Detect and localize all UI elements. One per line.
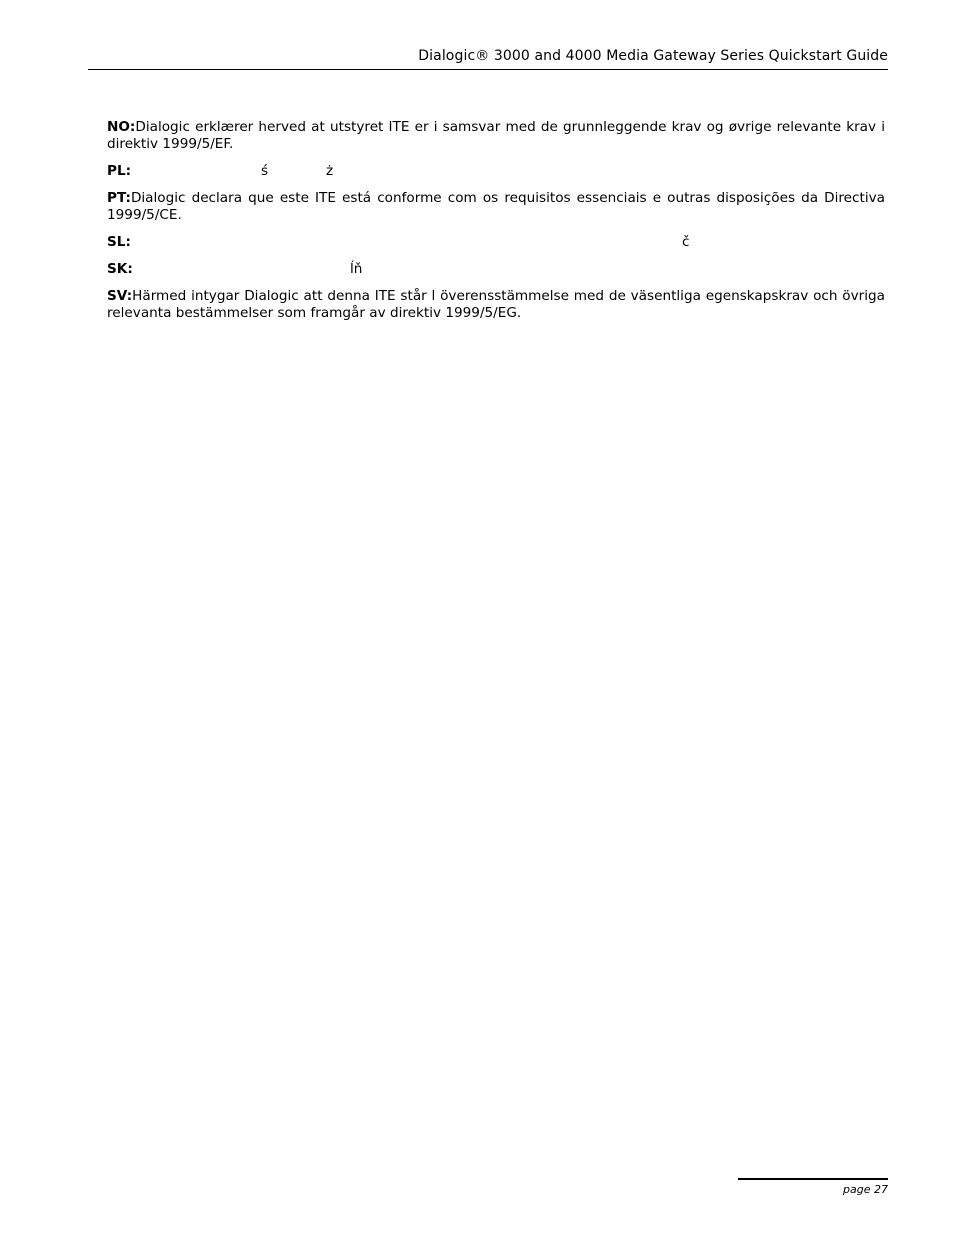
declaration-no (107, 119, 885, 153)
declaration-code: PT: (107, 190, 131, 206)
footer-divider (738, 1178, 888, 1180)
declaration-character: ĺň (350, 261, 363, 277)
declaration-code: SK: (107, 261, 133, 277)
declaration-character: ś (261, 163, 269, 179)
header-divider (88, 69, 888, 70)
declaration-pl (107, 163, 885, 180)
declaration-character: č (682, 234, 690, 250)
declaration-code: NO: (107, 119, 136, 135)
declaration-code: PL: (107, 163, 132, 179)
page-number: page 27 (843, 1183, 888, 1196)
declaration-character: ż (326, 163, 334, 179)
declaration-pt (107, 190, 885, 224)
declaration-code: SL: (107, 234, 131, 250)
declaration-sl (107, 234, 885, 251)
declaration-text: Dialogic declara que este ITE está conforme com os requisitos essenciais e outras disposições da Directiva 1999/5/CE. (107, 190, 885, 223)
document-header-title: Dialogic® 3000 and 4000 Media Gateway Series Quickstart Guide (418, 48, 888, 64)
declaration-sk (107, 261, 885, 278)
declaration-sv (107, 288, 885, 322)
declaration-text: Dialogic erklærer herved at utstyret ITE er i samsvar med de grunnleggende krav og øvrige relevante krav i direktiv 1999/5/EF. (107, 119, 885, 152)
declaration-text: Härmed intygar Dialogic att denna ITE står l överensstämmelse med de väsentliga egenskapskrav och övriga relevanta bestämmelser som framgår av direktiv 1999/5/EG. (107, 288, 885, 321)
declarations-list (107, 119, 885, 332)
declaration-code: SV: (107, 288, 133, 304)
